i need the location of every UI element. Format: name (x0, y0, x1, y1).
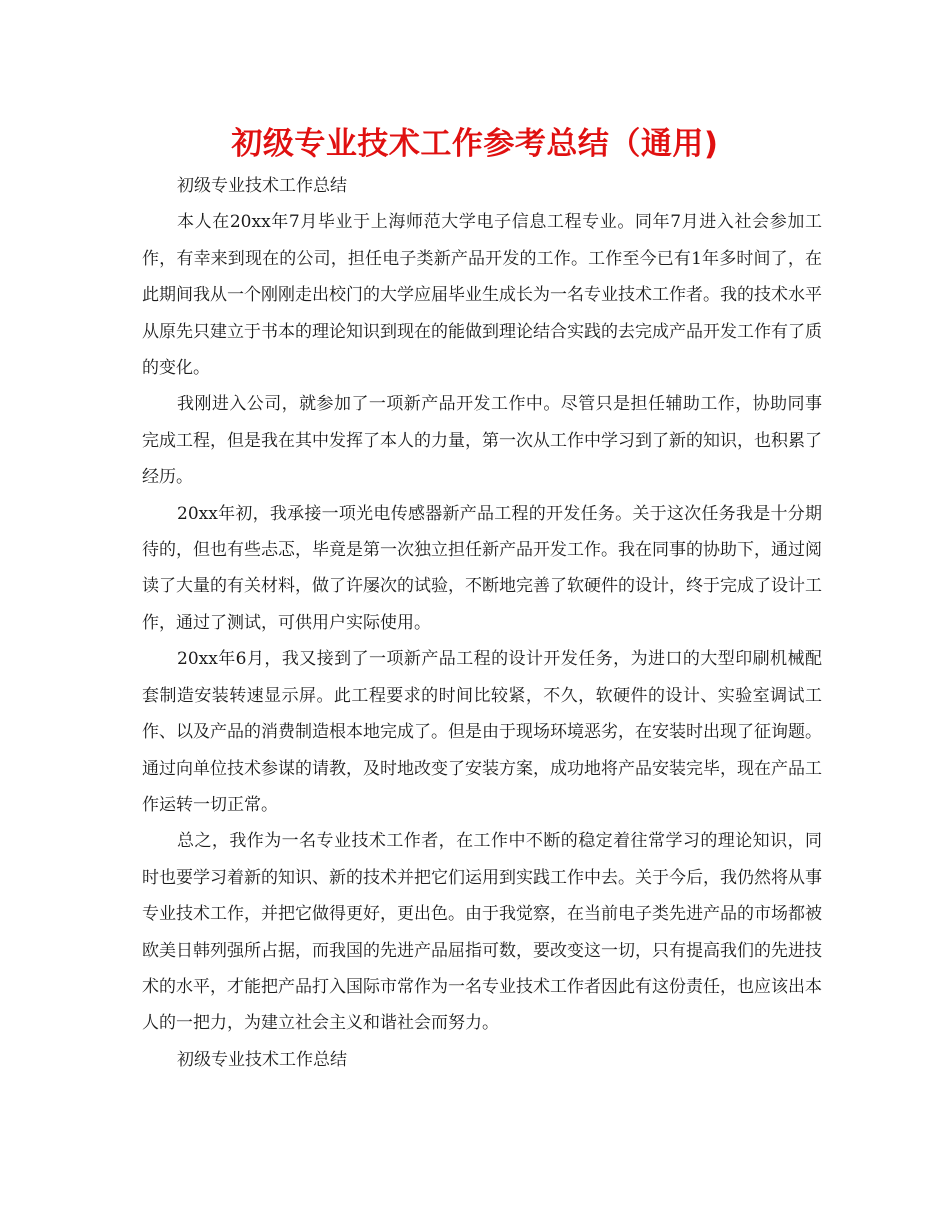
paragraph-subtitle: 初级专业技术工作总结 (177, 176, 347, 196)
paragraph-sensor-project: 20xx年初，我承接一项光电传感器新产品工程的开发任务。关于这次任务我是十分期待的，但也有些忐忑，毕竟是第一次独立担任新产品开发工作。我在同事的协助下，通过阅读了大量的有关材料，做了许屡次的试验，不断地完善了软硬件的设计，终于完成了设计工作，通过了测试，可供用户实际使用。 (142, 503, 822, 633)
paragraph-repeat-heading: 初级专业技术工作总结 (177, 1049, 347, 1070)
paragraph-first-project: 我刚进入公司，就参加了一项新产品开发工作中。尽管只是担任辅助工作，协助同事完成工程，但是我在其中发挥了本人的力量，第一次从工作中学习到了新的知识，也积累了经历。 (142, 394, 822, 488)
paragraph-conclusion: 总之，我作为一名专业技术工作者，在工作中不断的稳定着往常学习的理论知识，同时也要学习着新的知识、新的技术并把它们运用到实践工作中去。关于今后，我仍然将从事专业技术工作，并把它做得更好，更出色。由于我觉察，在当前电子类先进产品的市场都被欧美日韩列强所占据，而我国的先进产品屈指可数，要改变这一切，只有提高我们的先进技术的水平，才能把产品打入国际市常作为一名专业技术工作者因此有这份责任，也应该出本人的一把力，为建立社会主义和谐社会而努力。 (142, 831, 822, 1034)
paragraph-display-project: 20xx年6月，我又接到了一项新产品工程的设计开发任务，为进口的大型印刷机械配套制造安装转速显示屏。此工程要求的时间比较紧，不久，软硬件的设计、实验室调试工作、以及产品的消费制造根本地完成了。但是由于现场环境恶劣，在安装时出现了征询题。通过向单位技术参谋的请教，及时地改变了安装方案，成功地将产品安装完毕，现在产品工作运转一切正常。 (142, 649, 822, 815)
paragraph-intro: 本人在20xx年7月毕业于上海师范大学电子信息工程专业。同年7月进入社会参加工作，有幸来到现在的公司，担任电子类新产品开发的工作。工作至今已有1年多时间了，在此期间我从一个刚刚走出校门的大学应届毕业生成长为一名专业技术工作者。我的技术水平从原先只建立于书本的理论知识到现在的能做到理论结合实践的去完成产品开发工作有了质的变化。 (142, 212, 822, 379)
document-title: 初级专业技术工作参考总结（通用) (231, 126, 719, 162)
document-body (142, 168, 822, 1078)
